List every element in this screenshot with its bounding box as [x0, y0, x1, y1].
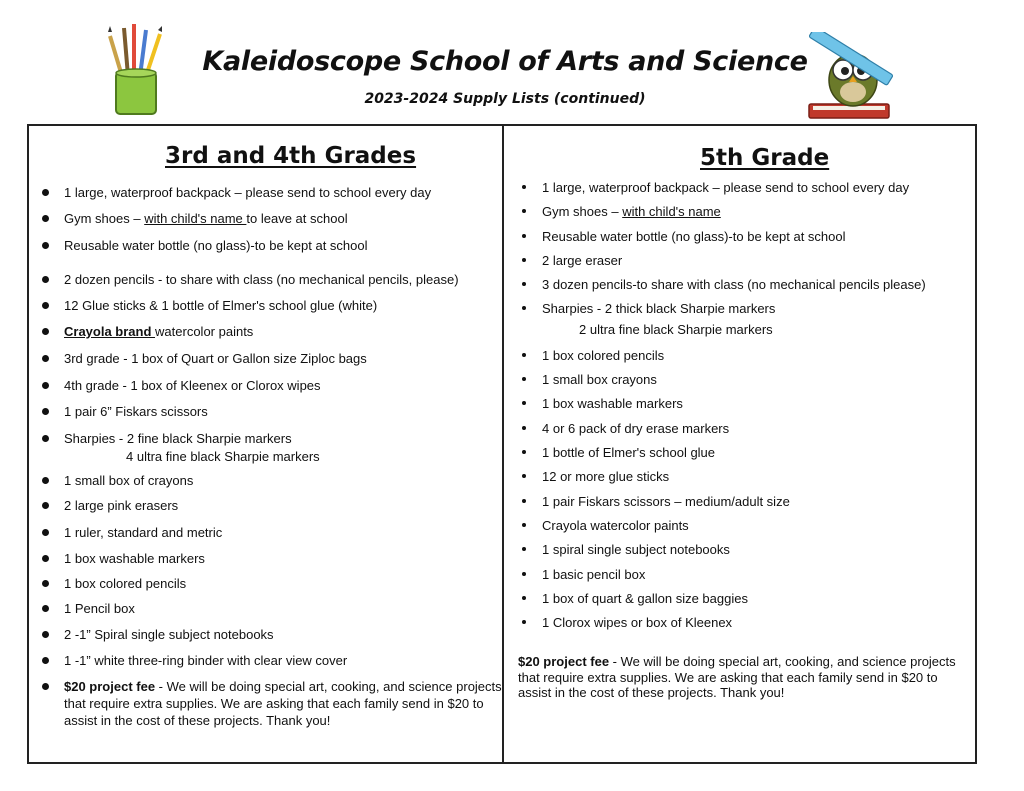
- list-item: Reusable water bottle (no glass)-to be kept at school: [542, 229, 846, 244]
- list-item: 3rd grade - 1 box of Quart or Gallon size Ziploc bags: [64, 351, 367, 366]
- project-fee-note: $20 project fee - We will be doing special art, cooking, and science projects that require extra supplies. We are asking that each family send in $20 to assist in the cost of these projects. Thank you!: [64, 678, 504, 729]
- list-item: Sharpies - 2 thick black Sharpie markers: [542, 301, 776, 316]
- list-item: 1 Pencil box: [64, 601, 135, 616]
- list-item: Gym shoes – with child's name: [542, 204, 721, 219]
- list-item: 1 box washable markers: [542, 396, 683, 411]
- list-item: 1 box of quart & gallon size baggies: [542, 591, 748, 606]
- list-item: 1 ruler, standard and metric: [64, 525, 223, 540]
- list-item: 2 large eraser: [542, 253, 623, 268]
- list-item: 1 pair Fiskars scissors – medium/adult size: [542, 494, 790, 509]
- list-item: Sharpies - 2 fine black Sharpie markers 4 ultra fine black Sharpie markers: [64, 431, 320, 464]
- list-item: 1 -1” white three-ring binder with clear view cover: [64, 653, 348, 668]
- list-item: Gym shoes – with child's name to leave at school: [64, 211, 348, 226]
- list-item: 1 spiral single subject notebooks: [542, 542, 730, 557]
- list-item: Crayola watercolor paints: [542, 518, 689, 533]
- list-item: 12 Glue sticks & 1 bottle of Elmer's school glue (white): [64, 298, 378, 313]
- list-item: 1 box washable markers: [64, 551, 205, 566]
- column-divider: [502, 126, 504, 764]
- list-item: 1 box colored pencils: [64, 576, 187, 591]
- left-column-heading: 3rd and 4th Grades: [165, 143, 417, 169]
- list-item: 1 small box crayons: [542, 372, 657, 387]
- sharpie-sub-line: 2 ultra fine black Sharpie markers: [579, 322, 773, 337]
- list-item: 1 box colored pencils: [542, 348, 665, 363]
- page-title: Kaleidoscope School of Arts and Science: [202, 46, 808, 77]
- list-item: 3 dozen pencils-to share with class (no mechanical pencils please): [542, 277, 926, 292]
- list-item: Crayola brand watercolor paints: [64, 324, 254, 339]
- project-fee-note: $20 project fee - We will be doing special art, cooking, and science projects that require extra supplies. We are asking that each family send in $20 to assist in the cost of these projects. Thank you!: [518, 654, 956, 700]
- list-item: 2 dozen pencils - to share with class (no mechanical pencils, please): [64, 272, 459, 287]
- list-item: 1 large, waterproof backpack – please send to school every day: [64, 185, 432, 200]
- list-item: 1 bottle of Elmer's school glue: [542, 445, 716, 460]
- list-item: 4 or 6 pack of dry erase markers: [542, 421, 730, 436]
- page-subtitle: 2023-2024 Supply Lists (continued): [364, 91, 646, 107]
- list-item: 12 or more glue sticks: [542, 469, 670, 484]
- list-item: 2 large pink erasers: [64, 498, 179, 513]
- list-item: 1 large, waterproof backpack – please send to school every day: [542, 180, 910, 195]
- list-item: 4th grade - 1 box of Kleenex or Clorox wipes: [64, 378, 321, 393]
- list-item: 1 Clorox wipes or box of Kleenex: [542, 615, 733, 630]
- list-item: 1 pair 6” Fiskars scissors: [64, 404, 208, 419]
- list-item: 1 basic pencil box: [542, 567, 646, 582]
- list-item: 1 small box of crayons: [64, 473, 194, 488]
- list-item: 2 -1” Spiral single subject notebooks: [64, 627, 274, 642]
- list-item: Reusable water bottle (no glass)-to be kept at school: [64, 238, 368, 253]
- right-column-heading: 5th Grade: [700, 145, 830, 171]
